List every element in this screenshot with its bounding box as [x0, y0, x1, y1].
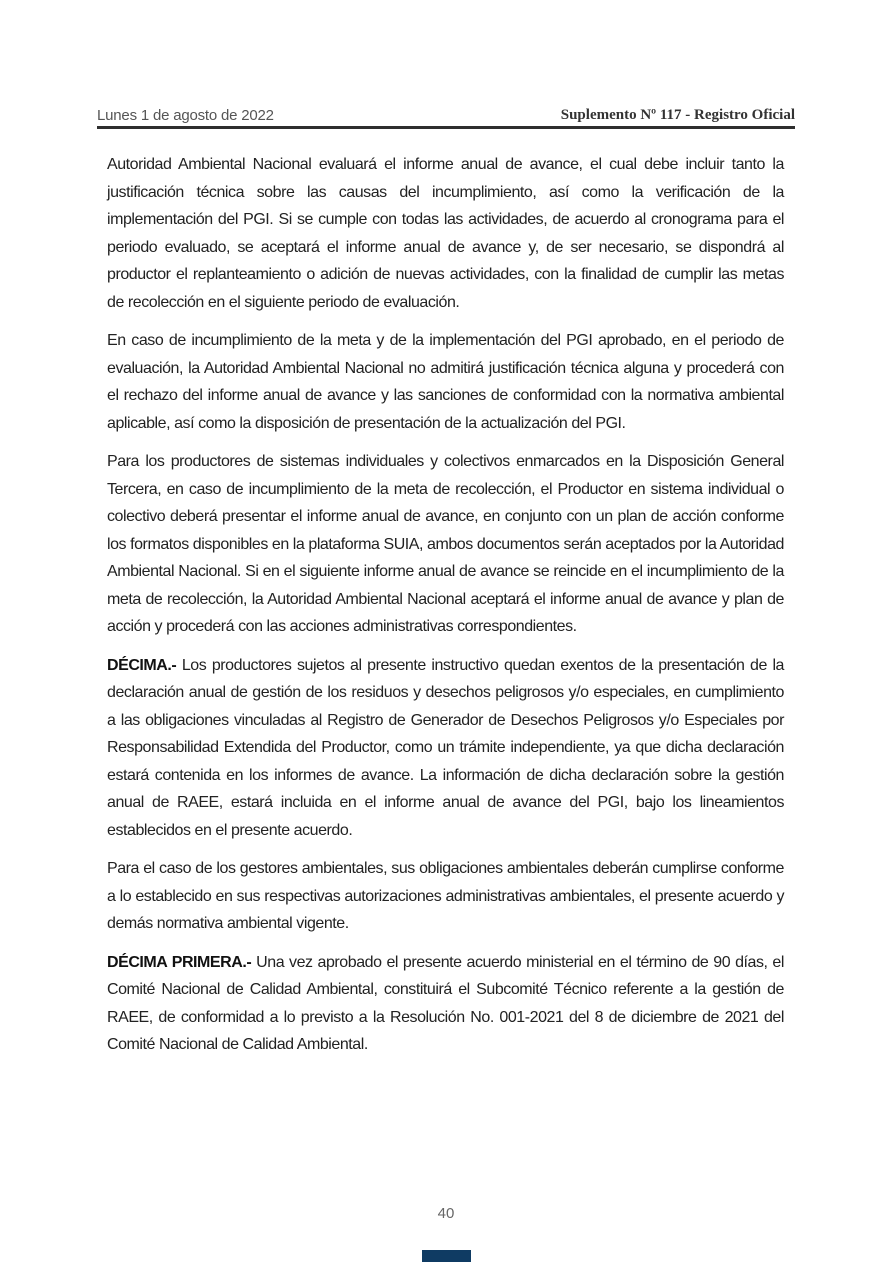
page-header — [97, 102, 795, 124]
paragraph-text: Para el caso de los gestores ambientales, sus obligaciones ambientales deberán cumplirse conforme a lo establecido en sus respectivas autorizaciones administrativas ambientales, el presente acuerdo y demás normativa ambiental vigente. — [107, 860, 784, 932]
paragraph-text: Los productores sujetos al presente instructivo quedan exentos de la presentación de la declaración anual de gestión de los residuos y desechos peligrosos y/o especiales, en cumplimiento a las obligaciones vinculadas al Registro de Generador de Desechos Peligrosos y/o Especiales por Responsabilidad Extendida del Productor, como un trámite independiente, ya que dicha declaración estará contenida en los informes de avance. La información de dicha declaración sobre la gestión anual de RAEE, estará incluida en el informe anual de avance del PGI, bajo los lineamientos establecidos en el presente acuerdo. — [107, 656, 784, 839]
article-heading: DÉCIMA.- — [107, 656, 177, 674]
paragraph — [107, 448, 784, 641]
paragraph-text: Una vez aprobado el presente acuerdo ministerial en el término de 90 días, el Comité Nacional de Calidad Ambiental, constituirá el Subcomité Técnico referente a la gestión de RAEE, de conformidad a lo previsto a la Resolución No. 001-2021 del 8 de diciembre de 2021 del Comité Nacional de Calidad Ambiental. — [107, 953, 784, 1053]
paragraph — [107, 327, 784, 437]
paragraph — [107, 855, 784, 938]
article-heading: DÉCIMA PRIMERA.- — [107, 953, 252, 971]
article-decima-primera — [107, 949, 784, 1059]
document-body — [107, 151, 784, 1070]
article-decima — [107, 652, 784, 845]
header-divider — [97, 126, 795, 129]
paragraph-text: Para los productores de sistemas individuales y colectivos enmarcados en la Disposición General Tercera, en caso de incumplimiento de la meta de recolección, el Productor en sistema individual o colectivo deberá presentar el informe anual de avance, en conjunto con un plan de acción conforme los formatos disponibles en la plataforma SUIA, ambos documentos serán aceptados por la Autoridad Ambiental Nacional. Si en el siguiente informe anual de avance se reincide en el incumplimiento de la meta de recolección, la Autoridad Ambiental Nacional aceptará el informe anual de avance y plan de acción y procederá con las acciones administrativas correspondientes. — [107, 453, 784, 635]
paragraph — [107, 151, 784, 316]
paragraph-text: En caso de incumplimiento de la meta y de la implementación del PGI aprobado, en el periodo de evaluación, la Autoridad Ambiental Nacional no admitirá justificación técnica alguna y procederá con el rechazo del informe anual de avance y las sanciones de conformidad con la normativa ambiental aplicable, así como la disposición de presentación de la actualización del PGI. — [107, 332, 784, 432]
page-number: 40 — [437, 1205, 455, 1222]
header-publication: Suplemento Nº 117 - Registro Oficial — [560, 107, 795, 123]
footer-accent-bar — [422, 1250, 471, 1262]
paragraph-text: Autoridad Ambiental Nacional evaluará el informe anual de avance, el cual debe incluir tanto la justificación técnica sobre las causas del incumplimiento, así como la verificación de la implementación del PGI. Si se cumple con todas las actividades, de acuerdo al cronograma para el periodo evaluado, se aceptará el informe anual de avance y, de ser necesario, se dispondrá al productor el replanteamiento o adición de nuevas actividades, con la finalidad de cumplir las metas de recolección en el siguiente periodo de evaluación. — [107, 156, 784, 311]
header-date: Lunes 1 de agosto de 2022 — [97, 107, 274, 124]
